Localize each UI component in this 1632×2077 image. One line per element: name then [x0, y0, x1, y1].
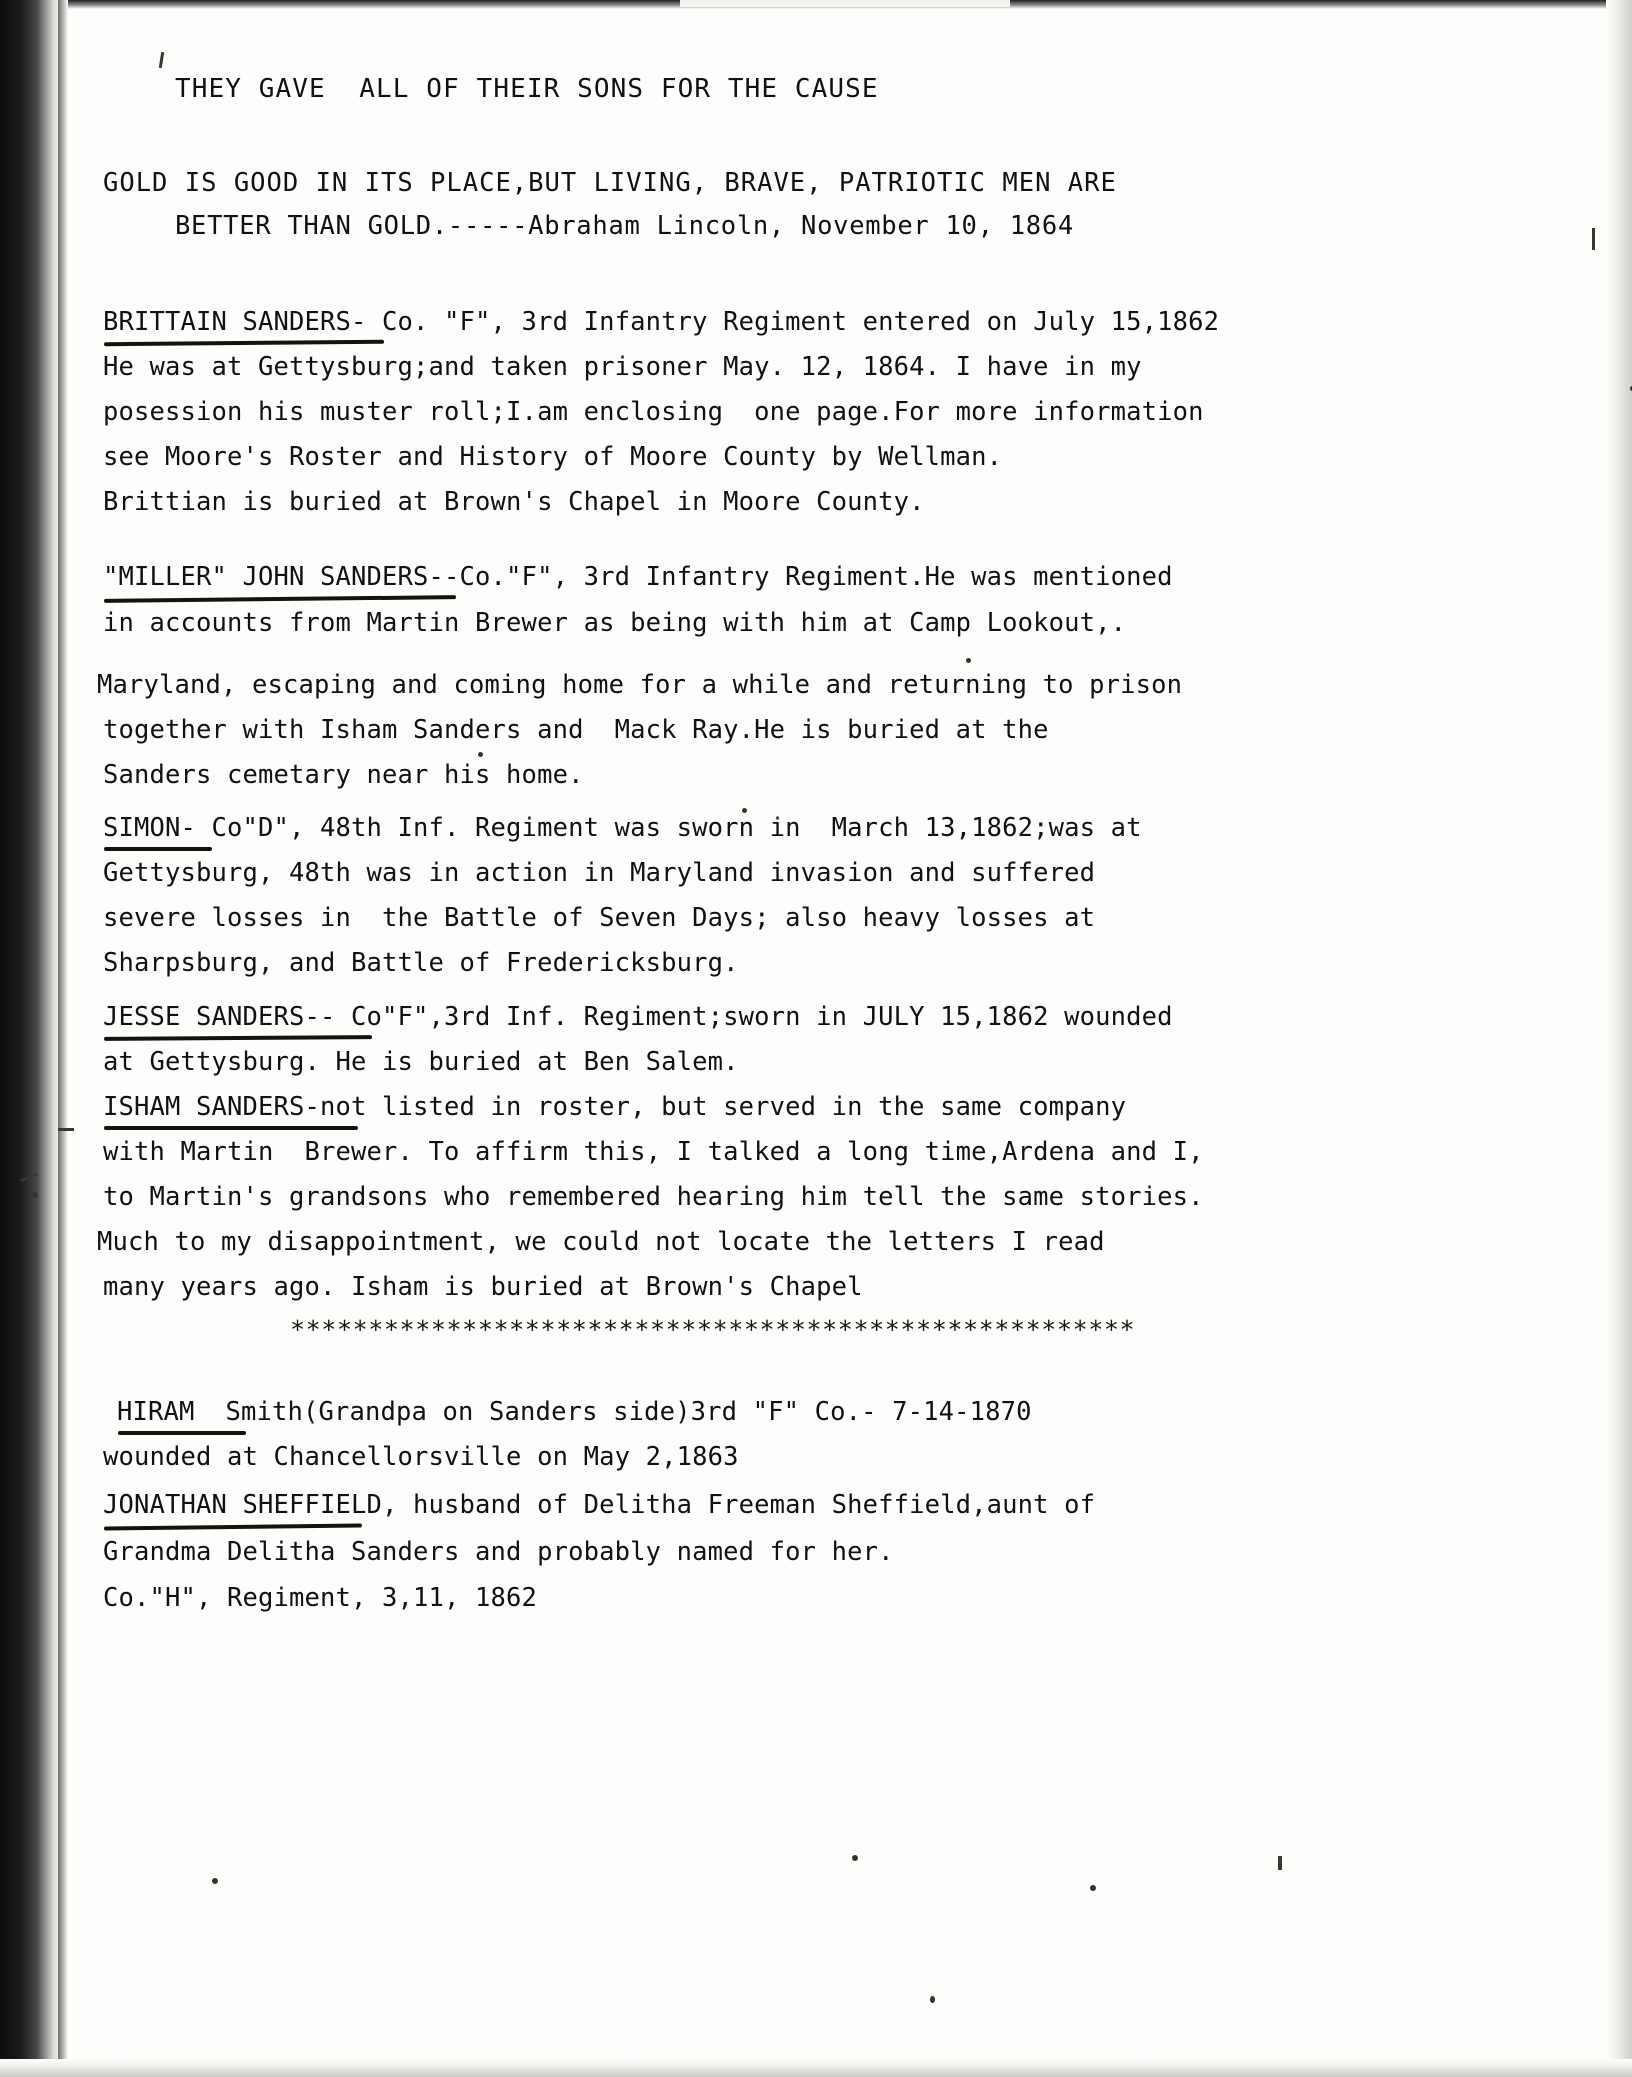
entry-brittain-line-4: see Moore's Roster and History of Moore County by Wellman.: [103, 442, 1003, 472]
entry-brittain-line-1: BRITTAIN SANDERS- Co. "F", 3rd Infantry Regiment entered on July 15,1862: [103, 307, 1220, 337]
entry-simon-line-3: severe losses in the Battle of Seven Days; also heavy losses at: [103, 903, 1096, 933]
star-divider: ******************************************************: [290, 1315, 1136, 1344]
entry-simon-line-2: Gettysburg, 48th was in action in Maryland invasion and suffered: [103, 858, 1096, 888]
underline-jesse-sanders: [104, 1035, 372, 1041]
entry-brittain-line-5: Brittian is buried at Brown's Chapel in Moore County.: [103, 487, 925, 517]
entry-miller-john-line-2: in accounts from Martin Brewer as being with him at Camp Lookout,.: [103, 608, 1127, 638]
stray-mark-left-margin-dash: [58, 1128, 74, 1131]
quote-line-1: GOLD IS GOOD IN ITS PLACE,BUT LIVING, BRAVE, PATRIOTIC MEN ARE: [103, 168, 1117, 198]
entry-miller-john-line-4: together with Isham Sanders and Mack Ray.He is buried at the: [103, 715, 1049, 745]
entry-brittain-line-3: posession his muster roll;I.am enclosing one page.For more information: [103, 397, 1204, 427]
entry-brittain-line-2: He was at Gettysburg;and taken prisoner May. 12, 1864. I have in my: [103, 352, 1142, 382]
stray-speck-left-pen-dot: [32, 1192, 38, 1198]
entry-miller-john-line-3: Maryland, escaping and coming home for a while and returning to prison: [97, 670, 1183, 700]
stray-mark-lower-right-colon: [1278, 1856, 1282, 1870]
stray-speck-lower-center: [852, 1855, 858, 1861]
entry-isham-line-2: with Martin Brewer. To affirm this, I talked a long time,Ardena and I,: [103, 1137, 1204, 1167]
underline-brittain-sanders: [104, 340, 384, 346]
entry-hiram-line-2: wounded at Chancellorsville on May 2,1863: [103, 1442, 739, 1472]
scan-edge-bottom: [0, 2059, 1632, 2077]
underline-miller-john-sanders: [104, 595, 456, 603]
entry-jonathan-line-1: JONATHAN SHEFFIELD, husband of Delitha Freeman Sheffield,aunt of: [103, 1490, 1096, 1520]
entry-miller-john-line-5: Sanders cemetary near his home.: [103, 760, 584, 790]
stray-mark-top-caret: [159, 52, 164, 68]
stray-speck-mid-maryland: [478, 752, 483, 757]
entry-simon-line-4: Sharpsburg, and Battle of Fredericksburg.: [103, 948, 739, 978]
scan-edge-left: [0, 0, 62, 2077]
underline-hiram-smith: [118, 1431, 246, 1435]
stray-speck-mid-upper: [966, 658, 971, 663]
scan-edge-left-inner: [58, 0, 68, 2077]
stray-speck-lower-left: [212, 1878, 218, 1884]
entry-jesse-line-1: JESSE SANDERS-- Co"F",3rd Inf. Regiment;sworn in JULY 15,1862 wounded: [103, 1002, 1173, 1032]
quote-line-2: BETTER THAN GOLD.-----Abraham Lincoln, November 10, 1864: [175, 211, 1074, 241]
scan-edge-right: [1606, 0, 1632, 2077]
entry-isham-line-3: to Martin's grandsons who remembered hearing him tell the same stories.: [103, 1182, 1204, 1212]
page-title: THEY GAVE ALL OF THEIR SONS FOR THE CAUSE: [175, 74, 879, 104]
entry-jesse-line-2: at Gettysburg. He is buried at Ben Salem.: [103, 1047, 739, 1077]
entry-isham-line-4: Much to my disappointment, we could not locate the letters I read: [97, 1227, 1105, 1257]
stray-speck-lower-right: [1090, 1885, 1096, 1891]
entry-isham-line-5: many years ago. Isham is buried at Brown's Chapel: [103, 1272, 863, 1302]
entry-jonathan-line-3: Co."H", Regiment, 3,11, 1862: [103, 1583, 538, 1613]
entry-miller-john-line-1: "MILLER" JOHN SANDERS--Co."F", 3rd Infantry Regiment.He was mentioned: [103, 562, 1173, 592]
underline-jonathan-sheffield: [104, 1523, 362, 1530]
entry-isham-line-1: ISHAM SANDERS-not listed in roster, but served in the same company: [103, 1092, 1127, 1122]
entry-simon-line-1: SIMON- Co"D", 48th Inf. Regiment was sworn in March 13,1862;was at: [103, 813, 1142, 843]
entry-hiram-line-1: HIRAM Smith(Grandpa on Sanders side)3rd "F" Co.- 7-14-1870: [117, 1397, 1032, 1427]
underline-simon: [104, 847, 212, 851]
scan-edge-top-notch: [680, 0, 1010, 7]
stray-mark-right-margin: [1592, 228, 1595, 250]
underline-isham-sanders: [104, 1126, 358, 1130]
stray-speck-bottom-center: [930, 1996, 935, 2003]
entry-jonathan-line-2: Grandma Delitha Sanders and probably named for her.: [103, 1537, 894, 1567]
